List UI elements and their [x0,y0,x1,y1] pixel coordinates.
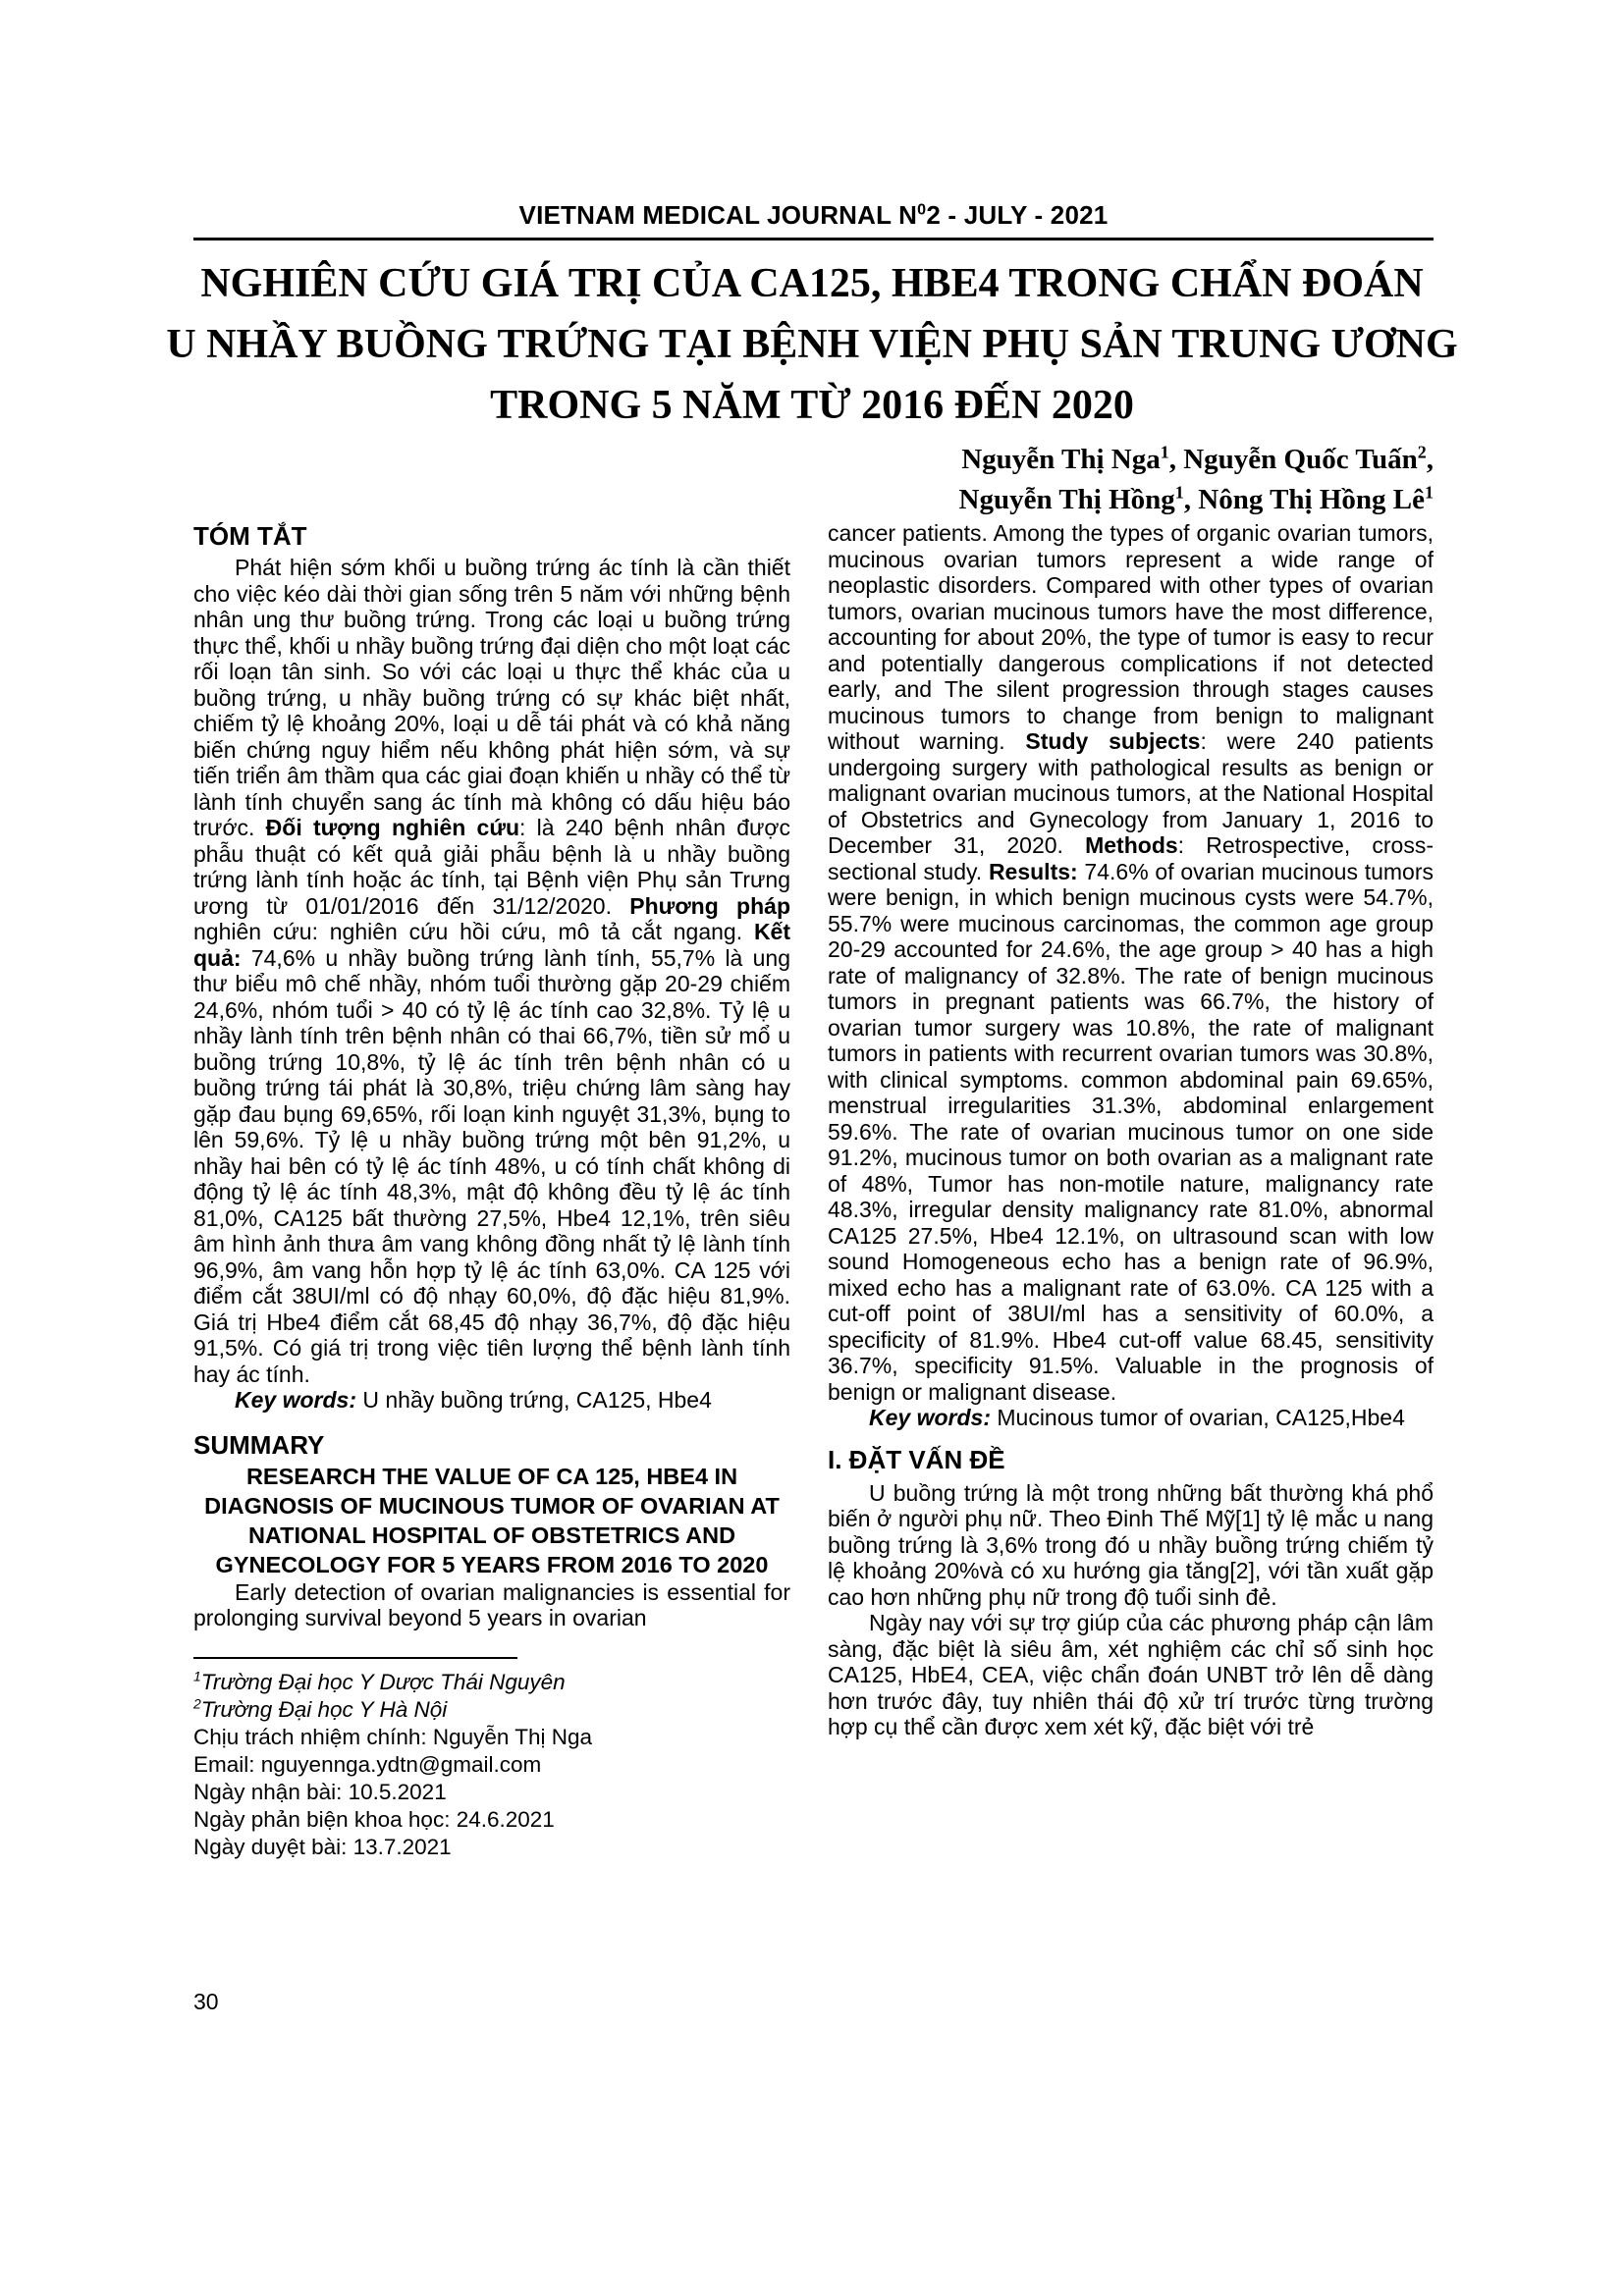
summary-keywords: Key words: Mucinous tumor of ovarian, CA125,Hbe4 [869,1405,1405,1430]
author-list [193,440,1434,520]
summary-title: RESEARCH THE VALUE OF CA 125, HBE4 IN DIAGNOSIS OF MUCINOUS TUMOR OF OVARIAN AT NATIONAL HOSPITAL OF OBSTETRICS AND GYNECOLOGY FOR 5 YEARS FROM 2016 TO 2020 [204,1463,780,1577]
article-title-line-3: TRONG 5 NĂM TỪ 2016 ĐẾN 2020 [490,383,1134,428]
summary-continuation: cancer patients. Among the types of organic ovarian tumors, mucinous ovarian tumors represent a wide range of neoplastic disorders. Compared with other types of ovarian tumors, ovarian mucinous tumors have the most difference, accounting for about 20%, the type of tumor is easy to recur and potentially dangerous complications if not detected early, and The silent progression through stages causes mucinous tumors to change from benign to malignant without warning. Study subjects: were 240 patients undergoing surgery with pathological results as benign or malignant ovarian mucinous tumors, at the National Hospital of Obstetrics and Gynecology from January 1, 2016 to December 31, 2020. Methods: Retrospective, cross-sectional study. Results: 74.6% of ovarian mucinous tumors were benign, in which benign mucinous cysts were 54.7%, 55.7% were mucinous carcinomas, the common age group 20-29 accounted for 24.6%, the age group > 40 has a high rate of malignancy of 32.8%. The rate of benign mucinous tumors in pregnant patients was 66.7%, the history of ovarian tumor surgery was 10.8%, the rate of malignant tumors in patients with recurrent ovarian tumors was 30.8%, with clinical symptoms. common abdominal pain 69.65%, menstrual irregularities 31.3%, abdominal enlargement 59.6%. The rate of ovarian mucinous tumor on one side 91.2%, mucinous tumor on both ovarian as a malignant rate of 48%, Tumor has non-motile nature, malignancy rate 48.3%, irregular density malignancy rate 81.0%, abnormal CA125 27.5%, Hbe4 12.1%, on ultrasound scan with low sound Homogeneous echo has a benign rate of 96.9%, mixed echo has a malignant rate of 63.0%. CA 125 with a cut-off point of 38UI/ml has a sensitivity of 60.0%, a specificity of 81.9%. Hbe4 cut-off value 68.45, sensitivity 36.7%, specificity 91.5%. Valuable in the prognosis of benign or malignant disease. [828,520,1435,1405]
intro-heading: I. ĐẶT VẤN ĐỀ [828,1444,1005,1474]
footnote-received-date: Ngày nhận bài: 10.5.2021 [193,1779,447,1804]
author-line-2: Nguyễn Thị Hồng$^1$, Nông Thị Hồng $Lê^1$ [958,482,1434,515]
author-line-1: Nguyễn Thị Nga$^1$, Nguyễn Quốc Tuấn$^2$, [961,442,1434,475]
abstract-heading: TÓM TẮT [193,521,307,551]
footnote-block [193,1657,790,1861]
column-right [828,520,1434,1861]
intro-paragraph-1: U buồng trứng là một trong những bất thường khá phổ biến ở người phụ nữ. Theo Đinh Thế Mỹ[1] tỷ lệ mắc u nang buồng trứng là 3,6% trong đó u nhầy buồng trứng chiếm tỷ lệ khoảng 20%và có xu hướng gia tăng[2], với tần xuất gặp cao hơn những phụ nữ trong độ tuổi sinh đẻ. [828,1479,1434,1610]
footnote-review-date: Ngày phản biện khoa học: 24.6.2021 [193,1806,555,1832]
two-column-body [193,520,1434,1861]
footnote-corresponding-author: Chịu trách nhiệm chính: Nguyễn Thị Nga [193,1724,593,1749]
footnote-affiliation-1: $^1$Trường Đại học Y Dược Thái Nguyên [193,1668,566,1694]
page-number: 30 [193,1989,219,2014]
abstract-keywords: Key words: U nhầy buồng trứng, CA125, Hbe4 [235,1387,712,1413]
footnote-accepted-date: Ngày duyệt bài: 13.7.2021 [193,1834,452,1859]
summary-heading: SUMMARY [193,1429,325,1460]
header-rule [193,238,1434,240]
article-title-line-2: U NHẦY BUỒNG TRỨNG TẠI BỆNH VIỆN PHỤ SẢN TRUNG ƯƠNG [166,322,1458,367]
footnote-rule [193,1657,517,1659]
journal-header: VIETNAM MEDICAL JOURNAL $N^02$ - JULY - 2021 [518,200,1109,230]
summary-lead: Early detection of ovarian malignancies is essential for prolonging survival beyond 5 years in ovarian [193,1578,790,1630]
column-left [193,520,790,1861]
article-title-line-1: NGHIÊN CỨU GIÁ TRỊ CỦA CA125, HBE4 TRONG CHẨN ĐOÁN [200,261,1424,306]
abstract-paragraph: Phát hiện sớm khối u buồng trứng ác tính là cần thiết cho việc kéo dài thời gian sống trên 5 năm với những bệnh nhân ung thư buồng trứng. Trong các loại u buồng trứng thực thể, khối u nhầy buồng trứng đại diện cho một loạt các rối loạn tân sinh. So với các loại u thực thể khác của u buồng trứng, u nhầy buồng trứng có sự khác biệt nhất, chiếm tỷ lệ khoảng 20%, loại u dễ tái phát và có khả năng biến chứng nguy hiểm nếu không phát hiện sớm, và sự tiến triển âm thầm qua các giai đoạn khiến u nhầy có thể từ lành tính chuyển sang ác tính mà không có dấu hiệu báo trước. Đối tượng nghiên cứu: là 240 bệnh nhân được phẫu thuật có kết quả giải phẫu bệnh là u nhầy buồng trứng lành tính hoặc ác tính, tại Bệnh viện Phụ sản Trưng ương từ 01/01/2016 đến 31/12/2020. Phương pháp nghiên cứu: nghiên cứu hồi cứu, mô tả cắt ngang. Kết quả: 74,6% u nhầy buồng trứng lành tính, 55,7% là ung thư biểu mô chế nhầy, nhóm tuổi thường gặp 20-29 chiếm 24,6%, nhóm tuổi > 40 có tỷ lệ ác tính cao 32,8%. Tỷ lệ u nhầy lành tính trên bệnh nhân có thai 66,7%, tiền sử mổ u buồng trứng 10,8%, tỷ lệ ác tính trên bệnh nhân có u buồng trứng tái phát là 30,8%, triệu chứng lâm sàng hay gặp đau bụng 69,65%, rối loạn kinh nguyệt 31,3%, bụng to lên 59,6%. Tỷ lệ u nhầy buồng trứng một bên 91,2%, u nhầy hai bên có tỷ lệ ác tính 48%, u có tính chất không di động tỷ lệ ác tính 48,3%, mật độ không đều tỷ lệ ác tính 81,0%, CA125 bất thường 27,5%, Hbe4 12,1%, trên siêu âm hình ảnh thưa âm vang không đồng nhất tỷ lệ lành tính 96,9%, âm vang hỗn hợp tỷ lệ ác tính 63,0%. CA 125 với điểm cắt 38UI/ml có độ nhạy 60,0%, độ đặc hiệu 81,9%. Giá trị Hbe4 điểm cắt 68,45 độ nhạy 36,7%, độ đặc hiệu 91,5%. Có giá trị trong việc tiên lượng thể bệnh lành tính hay ác tính. [193,555,791,1387]
footnote-affiliation-2: $^2$Trường Đại học Y Hà Nội [193,1695,448,1722]
article-title [128,253,1496,436]
intro-paragraph-2: Ngày nay với sự trợ giúp của các phương pháp cận lâm sàng, đặc biệt là siêu âm, xét nghiệm các chỉ số sinh học CA125, HbE4, CEA, việc chẩn đoán UNBT trở lên dễ dàng hơn trước đây, tuy nhiên thái độ xử trí trước từng trường hợp cụ thể cần được xem xét kỹ, đặc biệt với trẻ [828,1610,1434,1739]
footnote-email: Email: nguyennga.ydtn@gmail.com [193,1751,542,1777]
